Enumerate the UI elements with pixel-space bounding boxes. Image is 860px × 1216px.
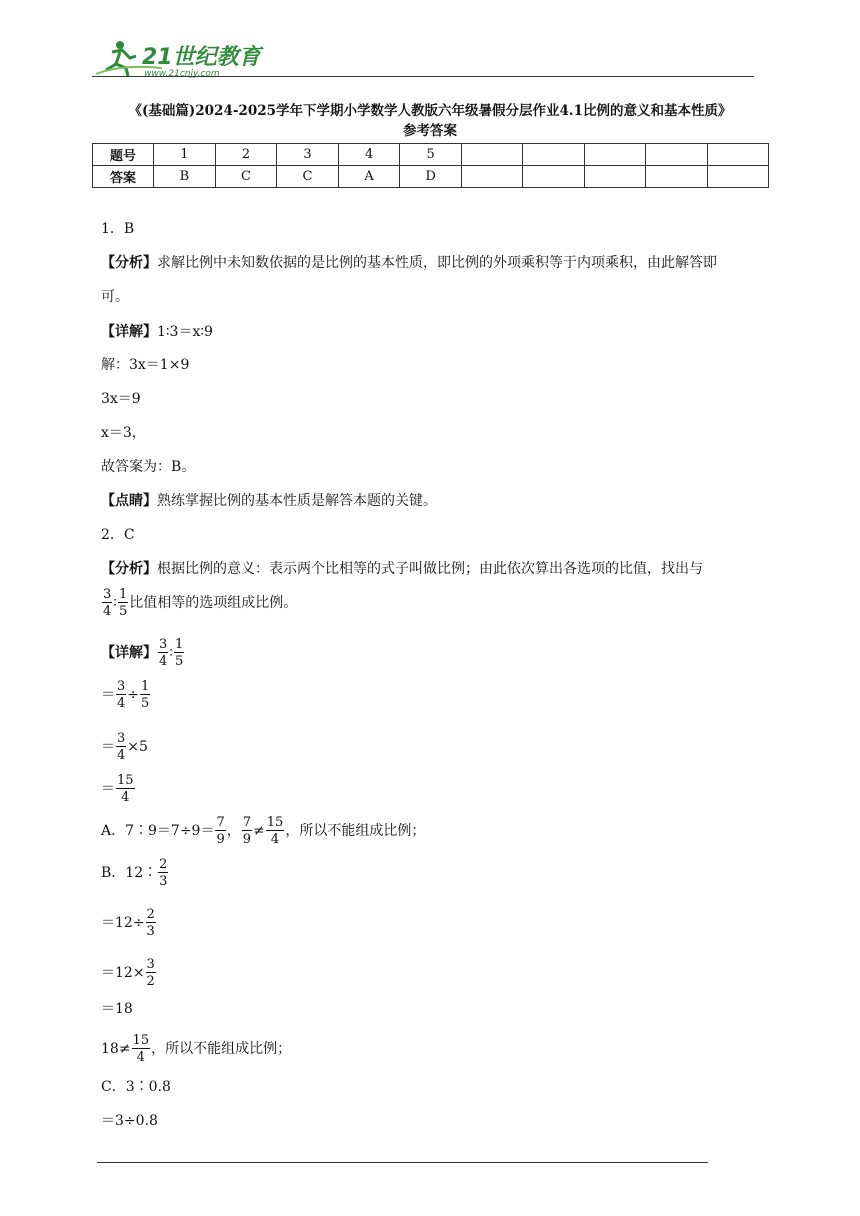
q1-comment: 【点睛】熟练掌握比例的基本性质是解答本题的关键。 bbox=[101, 493, 437, 509]
q2-step: ＝12× $\frac{3}{2}$ bbox=[101, 957, 155, 989]
logo-url: www.21cnjy.com bbox=[144, 69, 220, 79]
footer-divider bbox=[97, 1162, 708, 1163]
table-cell bbox=[584, 166, 645, 188]
table-cell: 3 bbox=[277, 144, 339, 166]
q2-step: ＝12÷ $\frac{2}{3}$ bbox=[101, 907, 155, 939]
logo-text: 21世纪教育 bbox=[142, 45, 261, 70]
q2-step: ＝18 bbox=[101, 1001, 133, 1017]
q2-heading: 2．C bbox=[101, 527, 135, 543]
q1-step: 解：3x＝1×9 bbox=[101, 357, 190, 373]
q1-step: 3x＝9 bbox=[101, 391, 141, 407]
table-cell bbox=[584, 144, 645, 166]
q1-step: x＝3， bbox=[101, 425, 146, 441]
table-cell: C bbox=[277, 166, 339, 188]
q2-analysis-cont: $\frac{3}{4}$ ∶ $\frac{1}{5}$ 比值相等的选项组成比例。 bbox=[103, 587, 298, 619]
q2-step: ＝3÷0.8 bbox=[101, 1113, 158, 1129]
q1-step: 故答案为：B。 bbox=[101, 459, 196, 475]
table-cell: C bbox=[215, 166, 277, 188]
table-cell bbox=[707, 166, 768, 188]
table-cell bbox=[461, 166, 522, 188]
q2-step: 18≠ $\frac{15}{4}$ ，所以不能组成比例； bbox=[101, 1033, 292, 1065]
q2-analysis: 【分析】根据比例的意义：表示两个比相等的式子叫做比例；由此依次算出各选项的比值，找出与 bbox=[101, 561, 703, 577]
q2-option-b: B．12∶ $\frac{2}{3}$ bbox=[101, 857, 168, 889]
q1-heading: 1．B bbox=[101, 221, 135, 237]
header-divider bbox=[92, 76, 754, 77]
table-cell: 1 bbox=[154, 144, 216, 166]
q2-detail: 【详解】 $\frac{3}{4}$ ∶ $\frac{1}{5}$ bbox=[101, 637, 184, 669]
table-cell: 4 bbox=[338, 144, 400, 166]
document-subtitle: 参考答案 bbox=[403, 123, 457, 139]
table-cell: 5 bbox=[400, 144, 462, 166]
table-cell bbox=[523, 144, 584, 166]
table-cell: 2 bbox=[215, 144, 277, 166]
table-cell: 答案 bbox=[93, 166, 154, 188]
q1-detail: 【详解】1∶3＝x∶9 bbox=[101, 324, 213, 340]
table-cell bbox=[646, 166, 707, 188]
q2-option-a: A．7∶9＝7÷9＝ $\frac{7}{9}$ ， $\frac{7}{9}$ ≠ $\frac{15}{4}$ ，所以不能组成比例； bbox=[101, 815, 426, 847]
q2-step: ＝ $\frac{15}{4}$ bbox=[101, 773, 134, 805]
table-cell bbox=[646, 144, 707, 166]
document-title: 《(基础篇)2024-2025学年下学期小学数学人教版六年级暑假分层作业4.1比例的意义和基本性质》 bbox=[128, 103, 732, 119]
table-cell: D bbox=[400, 166, 462, 188]
table-cell bbox=[523, 166, 584, 188]
table-row bbox=[93, 166, 769, 188]
table-cell bbox=[707, 144, 768, 166]
table-cell: B bbox=[154, 166, 216, 188]
q2-step: ＝ $\frac{3}{4}$ ×5 bbox=[101, 731, 148, 763]
q2-step: ＝ $\frac{3}{4}$ ÷ $\frac{1}{5}$ bbox=[101, 679, 150, 711]
table-cell bbox=[461, 144, 522, 166]
table-cell: A bbox=[338, 166, 400, 188]
table-row bbox=[93, 144, 769, 166]
q2-option-c: C．3∶0.8 bbox=[101, 1079, 171, 1095]
table-cell: 题号 bbox=[93, 144, 154, 166]
answer-table bbox=[92, 143, 769, 188]
q1-analysis: 【分析】求解比例中未知数依据的是比例的基本性质，即比例的外项乘积等于内项乘积，由此解答即 bbox=[101, 255, 717, 271]
q1-analysis-cont: 可。 bbox=[101, 289, 129, 305]
